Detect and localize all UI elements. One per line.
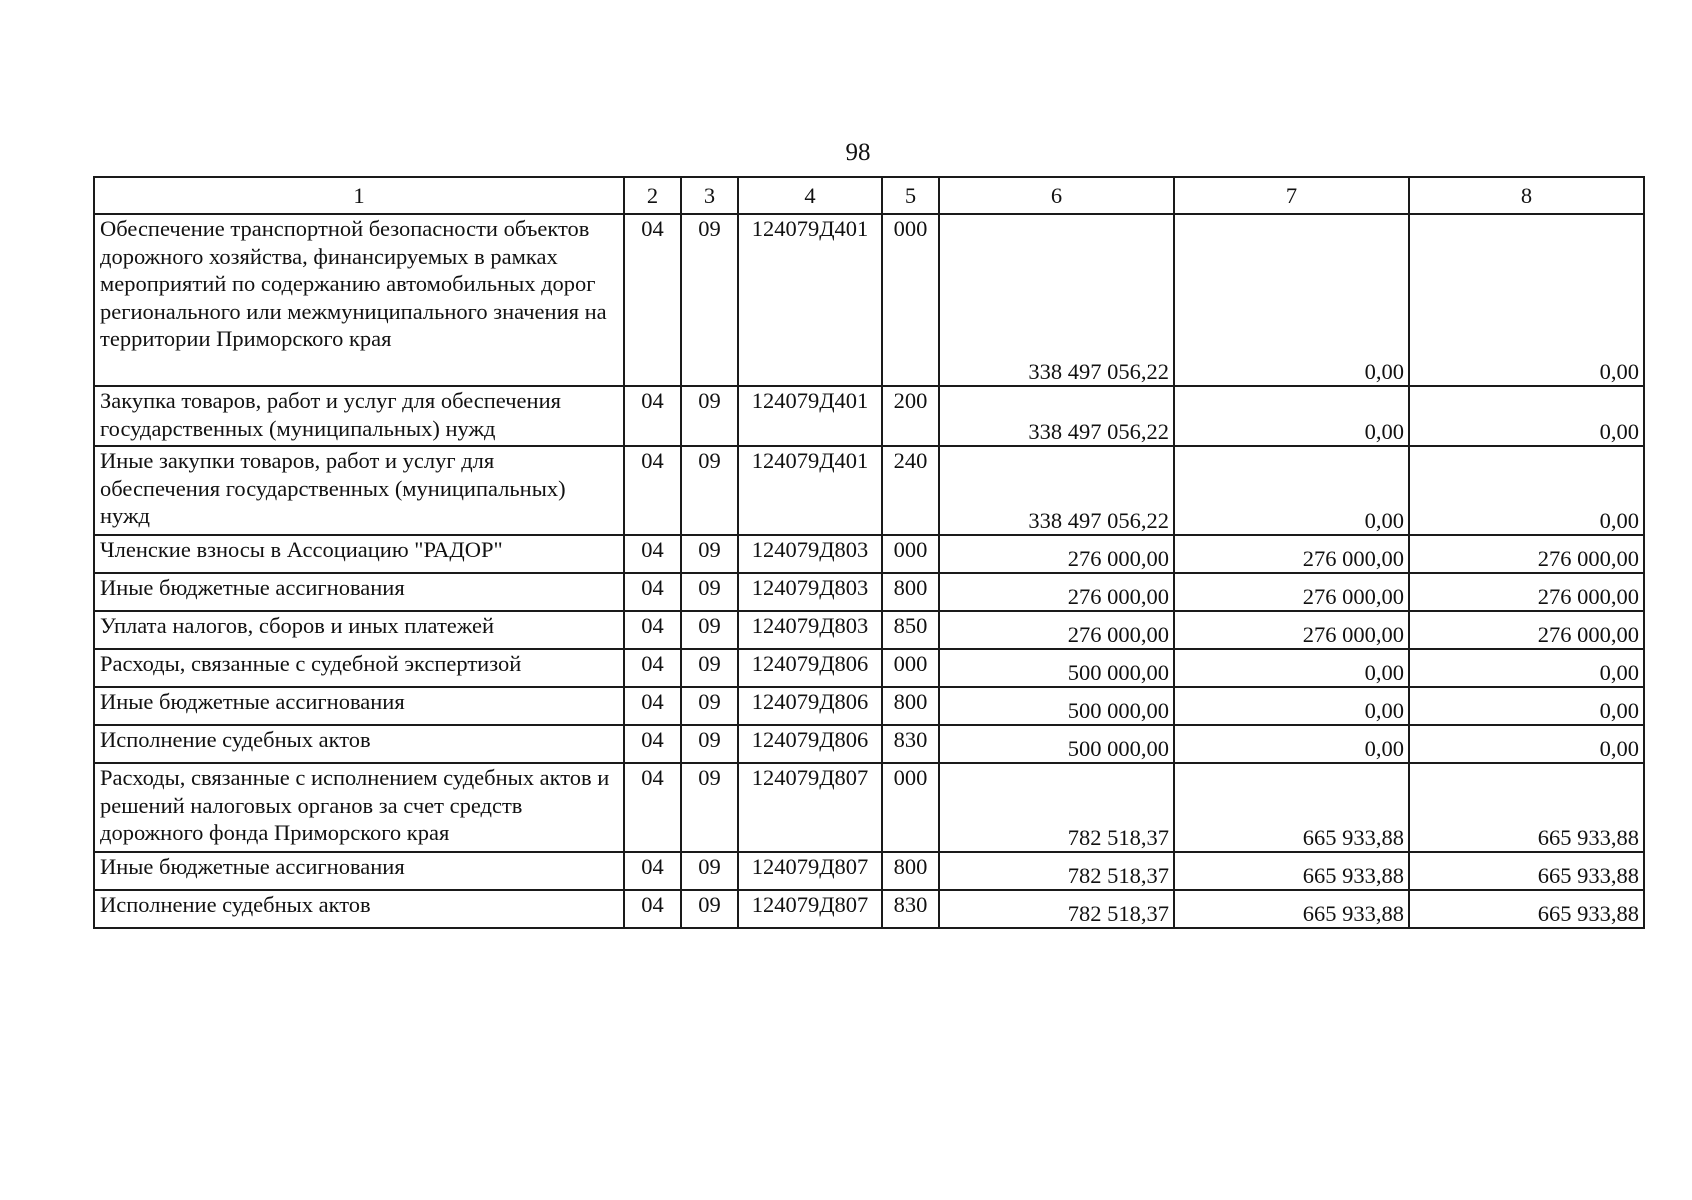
row-subsection-code: 09 [681, 535, 738, 573]
row-amount-col8: 665 933,88 [1409, 890, 1644, 928]
row-subsection-code: 09 [681, 890, 738, 928]
row-name: Иные бюджетные ассигнования [94, 687, 624, 725]
table-row [94, 573, 1644, 611]
row-name: Расходы, связанные с исполнением судебных актов и решений налоговых органов за счет средств дорожного фонда Приморского края [94, 763, 624, 852]
row-amount-col7: 276 000,00 [1174, 573, 1409, 611]
table-header-row [94, 177, 1644, 214]
row-subsection-code: 09 [681, 763, 738, 852]
row-expense-type: 800 [882, 852, 939, 890]
table-row [94, 535, 1644, 573]
row-section-code: 04 [624, 890, 681, 928]
column-header: 3 [681, 177, 738, 214]
row-amount-col7: 665 933,88 [1174, 890, 1409, 928]
row-expense-type: 830 [882, 725, 939, 763]
table-row [94, 214, 1644, 386]
row-amount-col6: 276 000,00 [939, 611, 1174, 649]
table-row [94, 611, 1644, 649]
table-row [94, 852, 1644, 890]
budget-table [93, 176, 1645, 929]
row-section-code: 04 [624, 573, 681, 611]
row-expense-type: 000 [882, 214, 939, 386]
table-row [94, 890, 1644, 928]
row-amount-col8: 0,00 [1409, 214, 1644, 386]
page-number: 98 [845, 139, 871, 166]
column-header: 7 [1174, 177, 1409, 214]
row-target-code: 124079Д807 [738, 852, 882, 890]
row-subsection-code: 09 [681, 214, 738, 386]
column-header: 2 [624, 177, 681, 214]
row-amount-col7: 665 933,88 [1174, 763, 1409, 852]
row-amount-col8: 276 000,00 [1409, 611, 1644, 649]
row-expense-type: 000 [882, 535, 939, 573]
row-target-code: 124079Д803 [738, 535, 882, 573]
row-amount-col6: 500 000,00 [939, 649, 1174, 687]
row-subsection-code: 09 [681, 852, 738, 890]
row-expense-type: 800 [882, 687, 939, 725]
table-row [94, 446, 1644, 535]
row-section-code: 04 [624, 611, 681, 649]
row-name: Обеспечение транспортной безопасности объектов дорожного хозяйства, финансируемых в рамках мероприятий по содержанию автомобильных дорог регионального или межмуниципального значения на территории Приморского края [94, 214, 624, 386]
row-section-code: 04 [624, 386, 681, 446]
row-amount-col6: 782 518,37 [939, 852, 1174, 890]
row-amount-col8: 665 933,88 [1409, 763, 1644, 852]
row-amount-col8: 0,00 [1409, 446, 1644, 535]
row-name: Уплата налогов, сборов и иных платежей [94, 611, 624, 649]
row-section-code: 04 [624, 446, 681, 535]
row-amount-col7: 276 000,00 [1174, 611, 1409, 649]
row-amount-col6: 782 518,37 [939, 890, 1174, 928]
row-amount-col6: 276 000,00 [939, 573, 1174, 611]
row-amount-col8: 0,00 [1409, 386, 1644, 446]
row-target-code: 124079Д803 [738, 573, 882, 611]
row-amount-col6: 338 497 056,22 [939, 446, 1174, 535]
row-name: Иные закупки товаров, работ и услуг для обеспечения государственных (муниципальных) нужд [94, 446, 624, 535]
row-expense-type: 000 [882, 763, 939, 852]
row-amount-col7: 0,00 [1174, 386, 1409, 446]
row-name: Исполнение судебных актов [94, 725, 624, 763]
table-row [94, 763, 1644, 852]
row-subsection-code: 09 [681, 649, 738, 687]
row-target-code: 124079Д807 [738, 890, 882, 928]
row-target-code: 124079Д807 [738, 763, 882, 852]
row-section-code: 04 [624, 649, 681, 687]
row-subsection-code: 09 [681, 725, 738, 763]
row-section-code: 04 [624, 725, 681, 763]
row-target-code: 124079Д401 [738, 446, 882, 535]
row-amount-col7: 0,00 [1174, 649, 1409, 687]
row-name: Членские взносы в Ассоциацию "РАДОР" [94, 535, 624, 573]
row-amount-col8: 0,00 [1409, 649, 1644, 687]
table-row [94, 687, 1644, 725]
row-section-code: 04 [624, 687, 681, 725]
column-header: 8 [1409, 177, 1644, 214]
row-amount-col7: 0,00 [1174, 214, 1409, 386]
row-section-code: 04 [624, 763, 681, 852]
row-amount-col8: 276 000,00 [1409, 535, 1644, 573]
row-amount-col7: 665 933,88 [1174, 852, 1409, 890]
row-subsection-code: 09 [681, 573, 738, 611]
row-expense-type: 800 [882, 573, 939, 611]
table-row [94, 649, 1644, 687]
row-amount-col7: 276 000,00 [1174, 535, 1409, 573]
row-amount-col8: 0,00 [1409, 725, 1644, 763]
row-expense-type: 200 [882, 386, 939, 446]
row-amount-col6: 500 000,00 [939, 725, 1174, 763]
column-header: 1 [94, 177, 624, 214]
row-amount-col6: 782 518,37 [939, 763, 1174, 852]
row-amount-col7: 0,00 [1174, 725, 1409, 763]
row-subsection-code: 09 [681, 687, 738, 725]
column-header: 5 [882, 177, 939, 214]
row-section-code: 04 [624, 535, 681, 573]
row-section-code: 04 [624, 852, 681, 890]
row-target-code: 124079Д806 [738, 725, 882, 763]
row-amount-col8: 276 000,00 [1409, 573, 1644, 611]
row-name: Расходы, связанные с судебной экспертизой [94, 649, 624, 687]
row-amount-col7: 0,00 [1174, 687, 1409, 725]
table-row [94, 725, 1644, 763]
row-name: Иные бюджетные ассигнования [94, 573, 624, 611]
row-expense-type: 240 [882, 446, 939, 535]
row-name: Исполнение судебных актов [94, 890, 624, 928]
row-expense-type: 000 [882, 649, 939, 687]
row-amount-col6: 500 000,00 [939, 687, 1174, 725]
row-amount-col8: 665 933,88 [1409, 852, 1644, 890]
row-amount-col6: 338 497 056,22 [939, 386, 1174, 446]
row-subsection-code: 09 [681, 386, 738, 446]
row-target-code: 124079Д803 [738, 611, 882, 649]
row-amount-col8: 0,00 [1409, 687, 1644, 725]
column-header: 6 [939, 177, 1174, 214]
row-target-code: 124079Д806 [738, 649, 882, 687]
row-section-code: 04 [624, 214, 681, 386]
row-name: Иные бюджетные ассигнования [94, 852, 624, 890]
row-expense-type: 850 [882, 611, 939, 649]
row-target-code: 124079Д806 [738, 687, 882, 725]
row-amount-col6: 338 497 056,22 [939, 214, 1174, 386]
row-subsection-code: 09 [681, 446, 738, 535]
row-name: Закупка товаров, работ и услуг для обеспечения государственных (муниципальных) нужд [94, 386, 624, 446]
row-amount-col7: 0,00 [1174, 446, 1409, 535]
row-target-code: 124079Д401 [738, 386, 882, 446]
column-header: 4 [738, 177, 882, 214]
table-row [94, 386, 1644, 446]
row-expense-type: 830 [882, 890, 939, 928]
row-subsection-code: 09 [681, 611, 738, 649]
row-amount-col6: 276 000,00 [939, 535, 1174, 573]
row-target-code: 124079Д401 [738, 214, 882, 386]
